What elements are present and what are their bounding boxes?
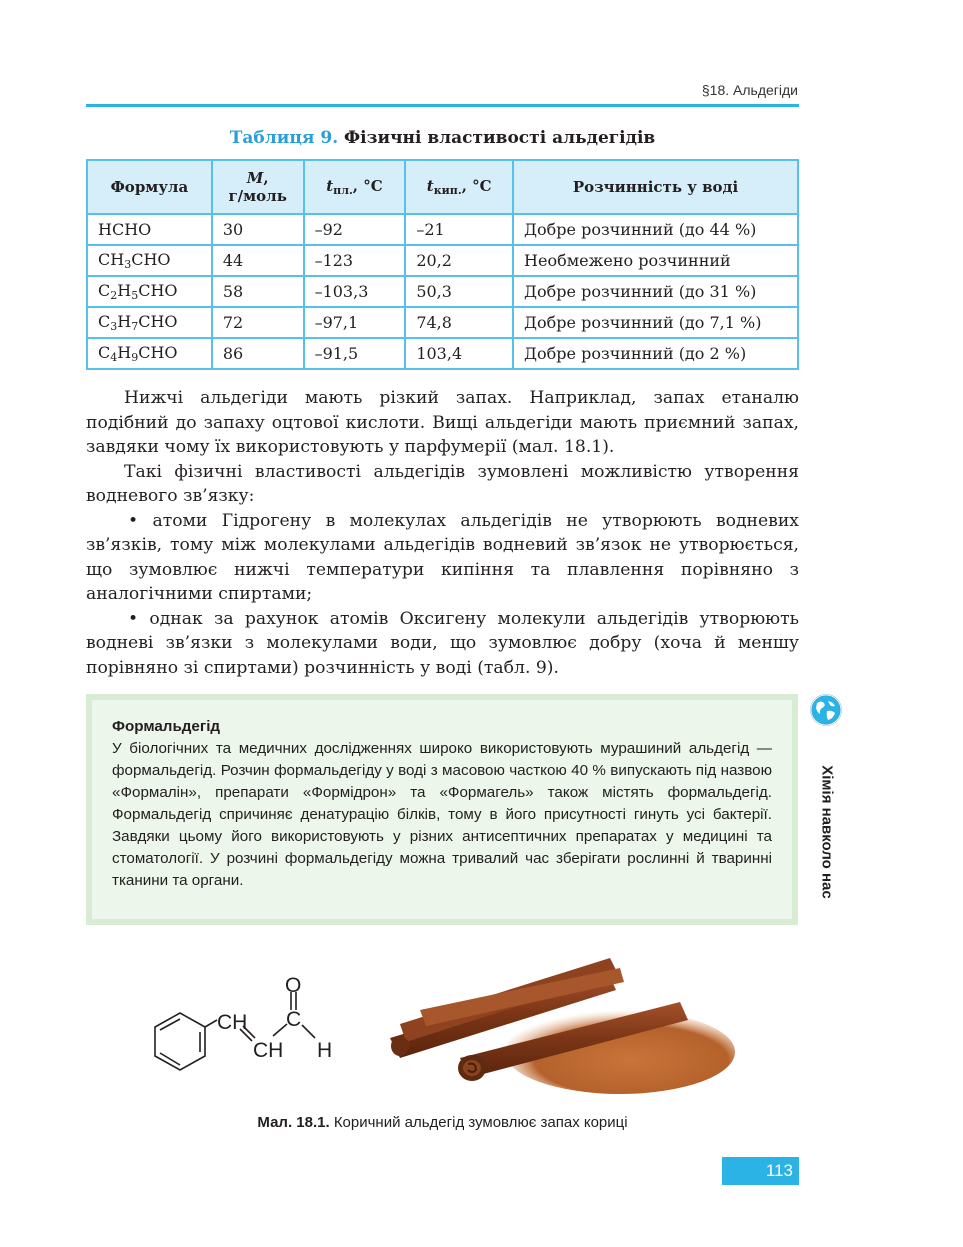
header-boiling-point [405,160,513,214]
atom-c: C [286,1008,302,1031]
formula-part: C [98,343,111,362]
figure-caption-text: Коричний альдегід зумовлює запах кориці [333,1114,628,1131]
bond [205,1020,217,1027]
cell-formula [87,307,212,338]
melt-sub: пл. [333,184,353,197]
t-unit: , °C [461,177,492,195]
cell-melting-point: –97,1 [304,307,406,338]
formula-part: CHO [131,250,171,269]
info-box-text: У біологічних та медичних дослідженнях широко використовують мурашиний альдегід — формальдегід. Розчин формальдегіду у воді з масовою часткою 40 % випускають під назвою «Формалін», препарати «Формідрон» та «Формагель» також містять формальдегід. Формальдегід спричиняє денатурацію білків, тому в його присутності гинуть усі бактерії. Завдяки цьому його використовують у різних антисептичних препаратах у медицині та стоматології. У розчині формальдегіду можна тривалий час зберігати рослинні й тваринні тканини та органи. [112,740,772,889]
cell-solubility: Необмежено розчинний [513,245,798,276]
cell-formula [87,338,212,369]
molar-unit: г/моль [228,187,287,205]
atom-o: O [285,974,302,997]
bullet-2: • однак за рахунок атомів Оксигену молекули альдегідів утворюють водневі зв’язки з молекулами води, що зумовлює добру (хоча й меншу порівняно зі спиртами) розчинність у воді (табл. 9). [86,608,799,678]
cell-melting-point: –91,5 [304,338,406,369]
formula-part: HCHO [98,220,152,239]
atom-ch-1: CH [217,1011,248,1034]
cell-boiling-point: 103,4 [405,338,513,369]
atom-ch-2: CH [253,1039,284,1062]
bullet-1: • атоми Гідрогену в молекулах альдегідів не утворюють водневих зв’язків, тому між молекулами альдегідів водневий зв’язок не утворюється, що зумовлює нижчі температури кипіння та плавлення порівняно з аналогічними спиртами; [86,510,799,604]
formula-subscript: 3 [124,258,132,271]
info-box-content [112,716,772,892]
cinnamon-image [380,950,740,1100]
benzene-ring [155,1013,205,1070]
info-box [86,694,798,925]
body-text [86,386,799,680]
ring-double-bond [160,1019,180,1030]
table-body [87,214,798,369]
header-rule [86,104,799,107]
header-molar-mass: M, г/моль [212,160,304,214]
table-row [87,307,798,338]
cell-boiling-point: 20,2 [405,245,513,276]
paragraph-2: Такі фізичні властивості альдегідів зумовлені можливістю утворення водневого зв’язку: [86,461,799,506]
bond [302,1025,315,1038]
header-formula: Формула [87,160,212,214]
cell-formula [87,276,212,307]
boil-sub: кип. [433,184,462,197]
page-number: 113 [722,1157,799,1185]
table-row [87,338,798,369]
formula-part: CHO [138,312,178,331]
cell-solubility: Добре розчинний (до 31 %) [513,276,798,307]
cell-molar-mass: 30 [212,214,304,245]
formula-part: CHO [138,343,178,362]
cell-molar-mass: 72 [212,307,304,338]
ring-double-bond [160,1053,180,1065]
table-header-row [87,160,798,214]
table-caption [86,128,799,148]
cell-molar-mass: 44 [212,245,304,276]
side-label-text: Хімія навколо нас [818,765,836,899]
cell-melting-point: –92 [304,214,406,245]
cell-molar-mass: 58 [212,276,304,307]
cell-boiling-point: 50,3 [405,276,513,307]
header-solubility: Розчинність у воді [513,160,798,214]
formula-subscript: 9 [131,351,139,364]
formula-subscript: 2 [110,289,118,302]
formula-part: CHO [138,281,178,300]
info-box-title: Формальдегід [112,718,221,735]
formula-part: H [117,281,132,300]
formula-part: C [98,281,111,300]
cell-melting-point: –103,3 [304,276,406,307]
table-caption-title: Фізичні властивості альдегідів [344,128,656,148]
molar-symbol: M [246,169,264,187]
figure-caption [86,1114,799,1131]
atom-h: H [317,1039,333,1062]
formula-part: C [98,312,111,331]
cell-boiling-point: 74,8 [405,307,513,338]
globe-icon [809,693,843,727]
t-symbol: t [326,177,334,195]
running-head: §18. Альдегіди [701,82,798,98]
formula-part: H [117,343,132,362]
cell-formula [87,214,212,245]
cell-formula [87,245,212,276]
cell-melting-point: –123 [304,245,406,276]
header-melting-point [304,160,406,214]
bond [273,1024,287,1036]
cell-solubility: Добре розчинний (до 44 %) [513,214,798,245]
cell-solubility: Добре розчинний (до 7,1 %) [513,307,798,338]
table-caption-number: Таблиця 9. [229,128,339,148]
cell-molar-mass: 86 [212,338,304,369]
cell-solubility: Добре розчинний (до 2 %) [513,338,798,369]
side-label [812,742,842,922]
cell-boiling-point: –21 [405,214,513,245]
formula-part: CH [98,250,125,269]
paragraph-1: Нижчі альдегіди мають різкий запах. Наприклад, запах етаналю подібний до запаху оцтової кислоти. Вищі альдегіди мають приємний запах, завдяки чому їх використовують у парфумерії (мал. 18.1). [86,388,799,457]
cinnamaldehyde-structure [145,968,365,1098]
t-unit: , °C [352,177,383,195]
table-row [87,245,798,276]
formula-part: H [117,312,132,331]
table-row [87,276,798,307]
figure-label: Мал. 18.1. [257,1114,330,1131]
formula-subscript: 3 [110,320,118,333]
t-symbol: t [426,177,434,195]
formula-subscript: 7 [131,320,139,333]
table-row [87,214,798,245]
formula-subscript: 4 [110,351,118,364]
formula-subscript: 5 [131,289,139,302]
aldehyde-properties-table [86,159,799,370]
